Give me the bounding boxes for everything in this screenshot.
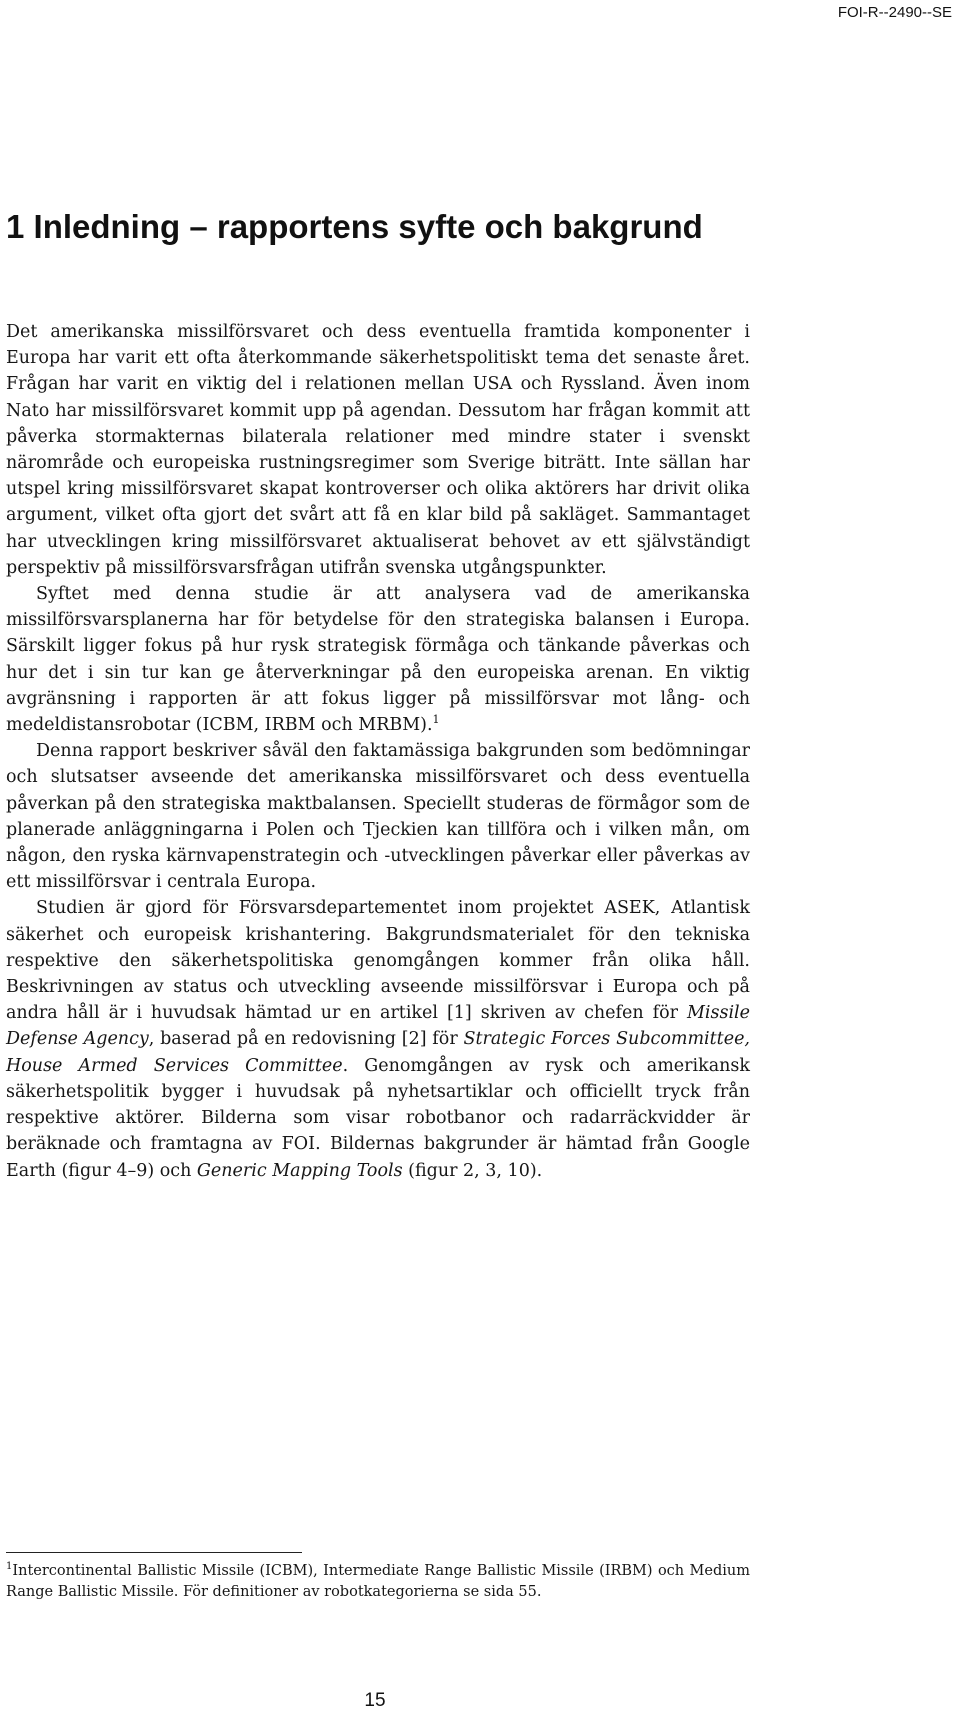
paragraph-2 xyxy=(6,581,750,738)
paragraph-4-part-1: Studien är gjord för Försvarsdepartementet inom projektet ASEK, Atlantisk säkerhet och europeisk krishantering. Bakgrundsmaterialet för den tekniska respektive den säkerhetspolitiska genomgången kommer från olika håll. Beskrivningen av status och utveckling avseende missilförsvar i Europa och på andra håll är i huvudsak hämtad ur en artikel [1] skriven av chefen för xyxy=(6,898,750,1024)
body-text xyxy=(6,319,750,1184)
footnote-text: Intercontinental Ballistic Missile (ICBM), Intermediate Range Ballistic Missile (IRBM) och Medium Range Ballistic Missile. För definitioner av robotkategorierna se sida 55. xyxy=(6,1562,750,1600)
paragraph-1: Det amerikanska missilförsvaret och dess eventuella framtida komponenter i Europa har varit ett ofta återkommande säkerhetspolitiskt tema det senaste året. Frågan har varit en viktig del i relationen mellan USA och Ryssland. Även inom Nato har missilförsvaret kommit upp på agendan. Dessutom har frågan kommit att påverka stormakternas bilaterala relationer med mindre stater i svenskt närområde och europeiska rustningsregimer som Sverige biträtt. Inte sällan har utspel kring missilförsvaret skapat kontroverser och olika aktörers har drivit olika argument, vilket ofta gjort det svårt att få en klar bild på sakläget. Sammantaget har utvecklingen kring missilförsvaret aktualiserat behovet av ett självständigt perspektiv på missilförsvarsfrågan utifrån svenska utgångspunkter. xyxy=(6,322,750,578)
paragraph-4-part-3: . Genomgången av rysk och amerikansk säkerhetspolitik bygger i huvudsak på nyhetsartiklar och officiellt tryck från respektive aktörer. Bilderna som visar robotbanor och radarräckvidder är beräknade och framtagna av FOI. Bildernas bakgrunder är hämtad från Google Earth (figur 4–9) och xyxy=(6,1055,751,1181)
chapter-title: 1 Inledning – rapportens syfte och bakgrund xyxy=(6,208,703,245)
generic-mapping-tools-name: Generic Mapping Tools xyxy=(196,1160,403,1181)
paragraph-4-part-2: , baserad på en redovisning [2] för xyxy=(148,1029,464,1050)
footnote-divider xyxy=(6,1552,302,1553)
paragraph-4 xyxy=(6,895,750,1183)
subcommittee-name: Strategic Forces Subcommittee, House Armed Services Committee xyxy=(6,1029,750,1076)
missile-defense-agency-name: Missile Defense Agency xyxy=(6,1003,750,1050)
footnote-marker: 1 xyxy=(6,1561,13,1572)
footnote-reference[interactable]: 1 xyxy=(432,713,440,727)
page-number: 15 xyxy=(364,1690,386,1711)
footnote xyxy=(6,1556,750,1603)
paragraph-4-part-4: (figur 2, 3, 10). xyxy=(402,1160,543,1181)
paragraph-3: Denna rapport beskriver såväl den faktamässiga bakgrunden som bedömningar och slutsatser avseende det amerikanska missilförsvaret och dess eventuella påverkan på den strategiska maktbalansen. Speciellt studeras de förmågor som de planerade anläggningarna i Polen och Tjeckien kan tillföra och i vilken mån, om någon, den ryska kärnvapenstrategin och -utvecklingen påverkar eller påverkas av ett missilförsvar i centrala Europa. xyxy=(6,741,750,893)
paragraph-2-text: Syftet med denna studie är att analysera vad de amerikanska missilförsvarsplanerna har för betydelse för den strategiska balansen i Europa. Särskilt ligger fokus på hur rysk strategisk förmåga och tänkande påverkas och hur det i sin tur kan ge återverkningar på den europeiska arenan. En viktig avgränsning i rapporten är att fokus ligger på missilförsvar mot lång- och medeldistansrobotar (ICBM, IRBM och MRBM). xyxy=(6,584,750,736)
report-code: FOI-R--2490--SE xyxy=(837,4,952,21)
